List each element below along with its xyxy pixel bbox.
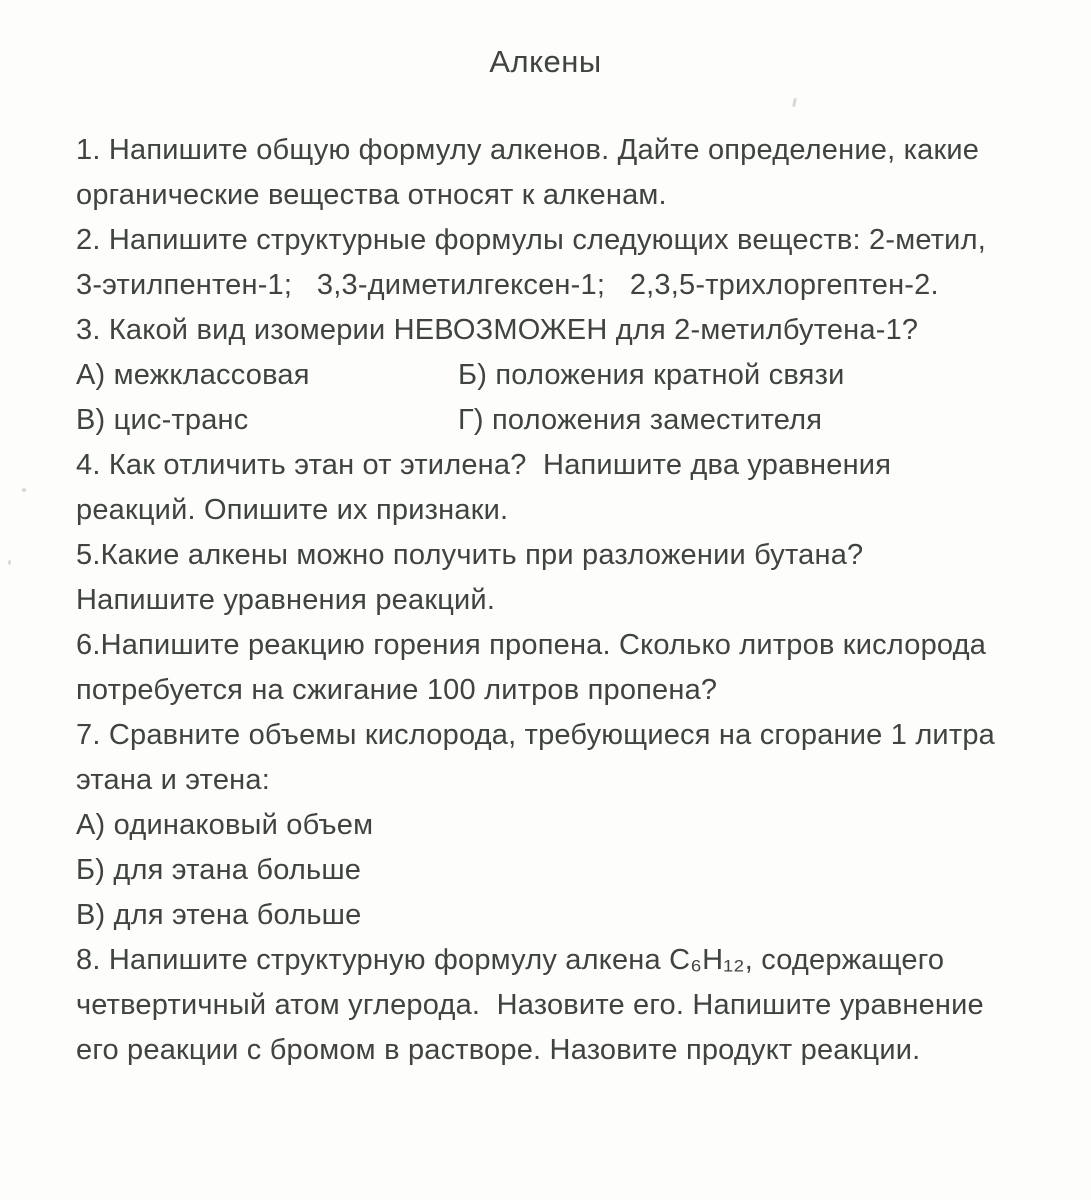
scan-artifact bbox=[22, 488, 26, 492]
question-line: четвертичный атом углерода. Назовите его. Напишите уравнение bbox=[76, 989, 984, 1021]
scan-artifact bbox=[792, 98, 797, 107]
option-a: А) одинаковый объем bbox=[76, 809, 374, 841]
option-g: Г) положения заместителя bbox=[458, 404, 823, 436]
question-line: 2. Напишите структурные формулы следующих веществ: 2-метил, bbox=[76, 224, 986, 256]
question-line: этана и этена: bbox=[76, 764, 270, 796]
question-4 bbox=[76, 443, 1031, 533]
question-line: 4. Как отличить этан от этилена? Напишите два уравнения bbox=[76, 449, 892, 481]
question-6 bbox=[76, 623, 1031, 713]
question-7 bbox=[76, 713, 1031, 938]
question-line: 8. Напишите структурную формулу алкена C₆H₁₂, содержащего bbox=[76, 944, 945, 976]
option-b: Б) положения кратной связи bbox=[458, 359, 845, 391]
question-8 bbox=[76, 938, 1031, 1073]
question-line: реакций. Опишите их признаки. bbox=[76, 494, 509, 526]
question-2 bbox=[76, 218, 1031, 308]
question-line: органические вещества относят к алкенам. bbox=[76, 179, 667, 211]
question-line: 3. Какой вид изомерии НЕВОЗМОЖЕН для 2-метилбутена-1? bbox=[76, 314, 919, 346]
question-line: 6.Напишите реакцию горения пропена. Сколько литров кислорода bbox=[76, 629, 987, 661]
option-v: В) для этена больше bbox=[76, 899, 362, 931]
worksheet-body bbox=[0, 128, 1091, 1073]
scan-artifact bbox=[8, 560, 11, 565]
question-1 bbox=[76, 128, 1031, 218]
question-line: 3-этилпентен-1; 3,3-диметилгексен-1; 2,3,5-трихлоргептен-2. bbox=[76, 269, 939, 301]
page-title: Алкены bbox=[489, 44, 602, 79]
question-3 bbox=[76, 308, 1031, 443]
question-line: 1. Напишите общую формулу алкенов. Дайте определение, какие bbox=[76, 134, 980, 166]
question-5 bbox=[76, 533, 1031, 623]
question-line: 5.Какие алкены можно получить при разложении бутана? bbox=[76, 539, 864, 571]
question-line: потребуется на сжигание 100 литров пропена? bbox=[76, 674, 718, 706]
option-a: А) межклассовая bbox=[76, 359, 310, 391]
option-b: Б) для этана больше bbox=[76, 854, 362, 886]
option-v: В) цис-транс bbox=[76, 404, 249, 436]
question-line: Напишите уравнения реакций. bbox=[76, 584, 496, 616]
question-line: его реакции с бромом в растворе. Назовите продукт реакции. bbox=[76, 1034, 921, 1066]
question-3-options bbox=[76, 353, 1031, 443]
question-line: 7. Сравните объемы кислорода, требующиеся на сгорание 1 литра bbox=[76, 719, 995, 751]
